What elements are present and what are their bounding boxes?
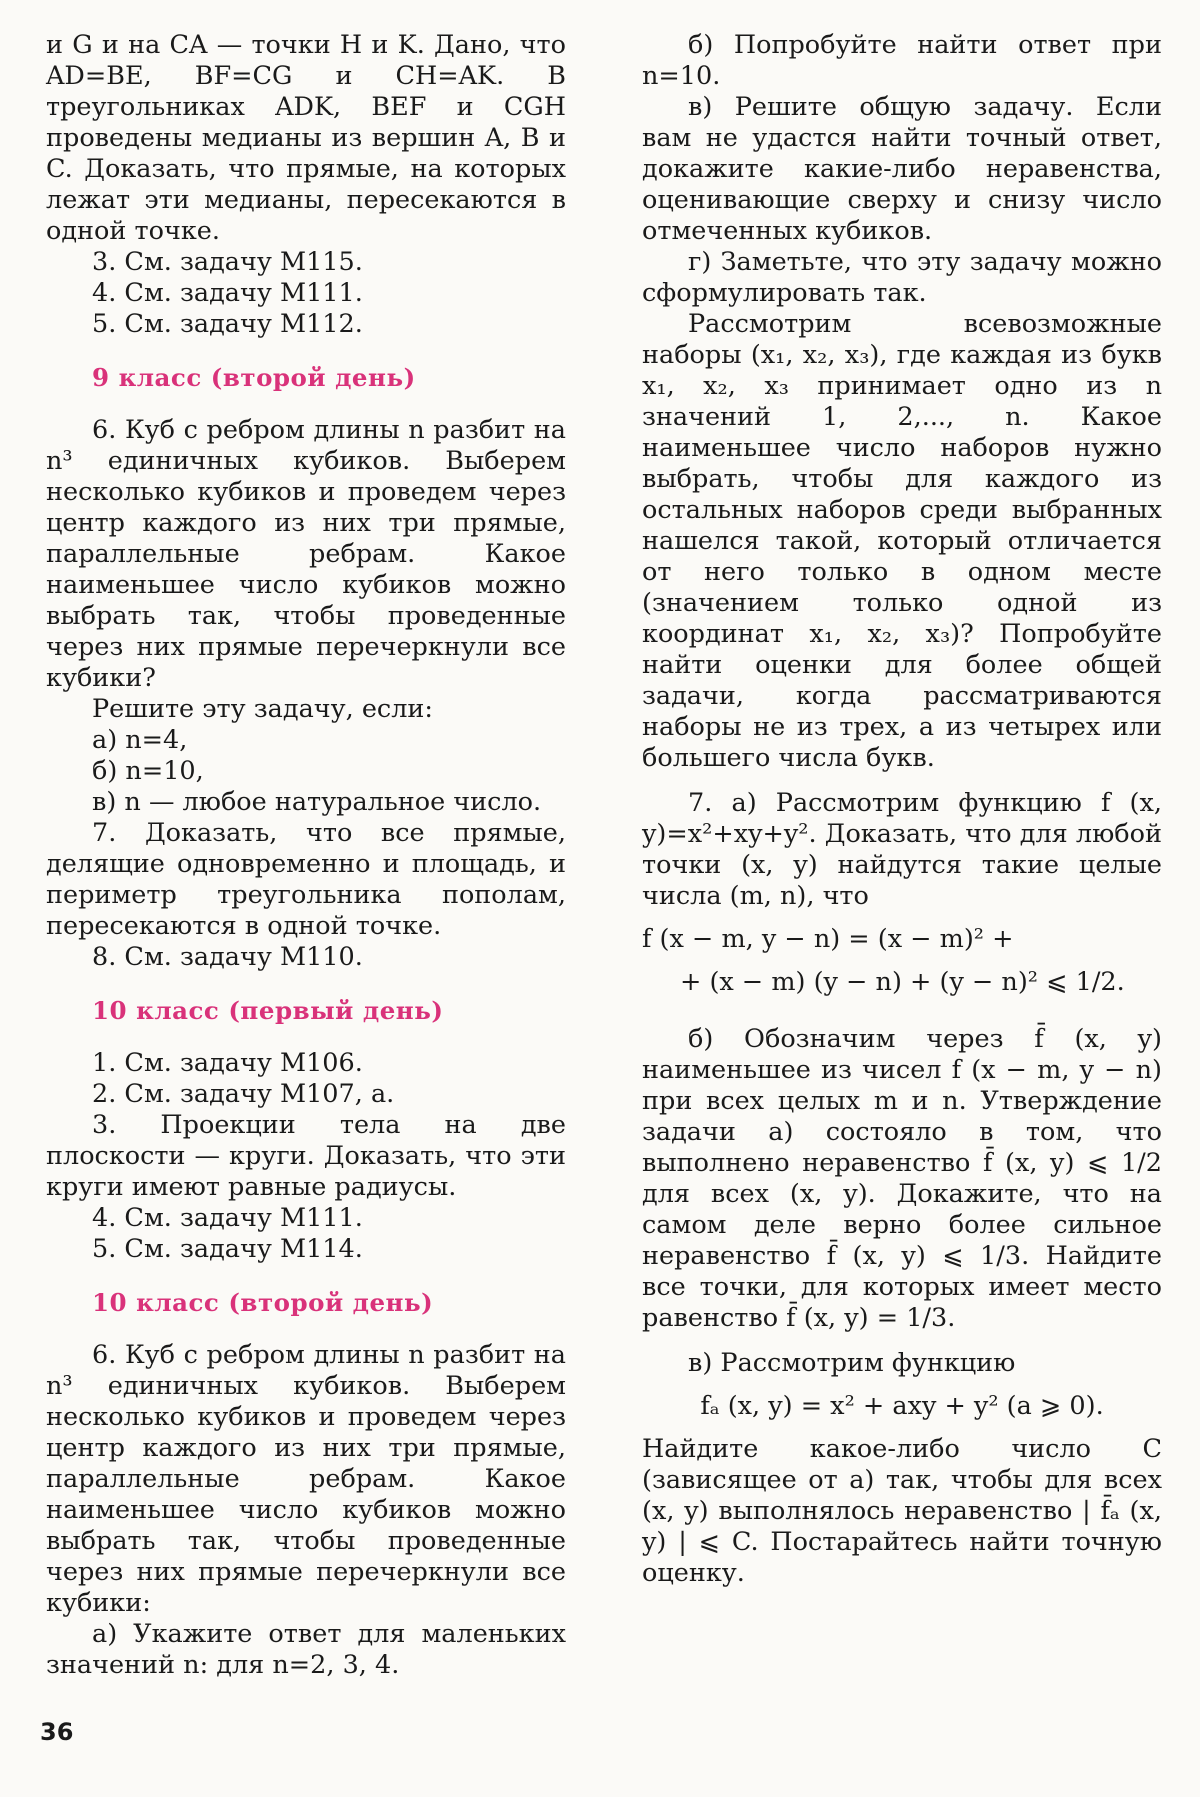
paragraph: г) Заметьте, что эту задачу можно сформулировать так. bbox=[642, 247, 1162, 308]
section-heading: 10 класс (первый день) bbox=[92, 996, 444, 1025]
page-number: 36 bbox=[40, 1718, 74, 1746]
formula: + (x − m) (y − n) + (y − n)² ⩽ 1/2. bbox=[680, 967, 1125, 997]
section-heading: 9 класс (второй день) bbox=[92, 363, 416, 392]
spacer bbox=[642, 1334, 1162, 1348]
paragraph: 3. См. задачу М115. bbox=[92, 247, 363, 277]
section-heading: 10 класс (второй день) bbox=[92, 1288, 434, 1317]
formula: f (x − m, y − n) = (x − m)² + bbox=[642, 924, 1014, 954]
paragraph: б) Попробуйте найти ответ при n=10. bbox=[642, 30, 1162, 91]
paragraph: 7. Доказать, что все прямые, делящие одновременно и площадь, и периметр треугольника пополам, пересекаются в одной точке. bbox=[46, 818, 566, 941]
paragraph: Решите эту задачу, если: bbox=[92, 694, 434, 724]
spacer bbox=[642, 1010, 1162, 1024]
paragraph: 5. См. задачу М112. bbox=[92, 309, 363, 339]
paragraph: 3. Проекции тела на две плоскости — круги. Доказать, что эти круги имеют равные радиусы. bbox=[46, 1110, 566, 1202]
paragraph: и G и на CA — точки H и K. Дано, что AD=BE, BF=CG и CH=AK. В треугольниках ADK, BEF и CGH проведены медианы из вершин A, B и C. Доказать, что прямые, на которых лежат эти медианы, пересекаются в одной точке. bbox=[46, 30, 566, 246]
paragraph: 4. См. задачу М111. bbox=[92, 278, 363, 308]
paragraph: Найдите какое-либо число C (зависящее от a) так, чтобы для всех (x, y) выполнялось неравенство | f̄ₐ (x, y) | ⩽ C. Постарайтесь найти точную оценку. bbox=[642, 1434, 1162, 1588]
paragraph: Рассмотрим всевозможные наборы (x₁, x₂, x₃), где каждая из букв x₁, x₂, x₃ принимает одно из n значений 1, 2,..., n. Какое наименьшее число наборов нужно выбрать, чтобы для каждого из остальных наборов среди выбранных нашелся такой, который отличается от него только в одном месте (значением только одной из координат x₁, x₂, x₃)? Попробуйте найти оценки для более общей задачи, когда рассматриваются наборы не из трех, а из четырех или большего числа букв. bbox=[642, 309, 1162, 773]
paragraph: в) n — любое натуральное число. bbox=[92, 787, 542, 817]
paragraph: 6. Куб с ребром длины n разбит на n³ единичных кубиков. Выберем несколько кубиков и проведем через центр каждого из них три прямые, параллельные ребрам. Какое наименьшее число кубиков можно выбрать так, чтобы проведенные через них прямые перечеркнули все кубики: bbox=[46, 1340, 566, 1618]
paragraph: 4. См. задачу М111. bbox=[92, 1203, 363, 1233]
left-column bbox=[46, 30, 566, 1681]
paragraph: 2. См. задачу М107, а. bbox=[92, 1079, 395, 1109]
paragraph: 6. Куб с ребром длины n разбит на n³ единичных кубиков. Выберем несколько кубиков и проведем через центр каждого из них три прямые, параллельные ребрам. Какое наименьшее число кубиков можно выбрать так, чтобы проведенные через них прямые перечеркнули все кубики? bbox=[46, 415, 566, 693]
paragraph: а) n=4, bbox=[92, 725, 188, 755]
paragraph: 5. См. задачу М114. bbox=[92, 1234, 363, 1264]
right-column bbox=[642, 30, 1162, 1589]
paragraph: 8. См. задачу М110. bbox=[92, 942, 363, 972]
spacer bbox=[642, 774, 1162, 788]
paragraph: а) Укажите ответ для маленьких значений n: для n=2, 3, 4. bbox=[46, 1619, 566, 1680]
paragraph: 7. а) Рассмотрим функцию f (x, y)=x²+xy+y². Доказать, что для любой точки (x, y) найдутся такие целые числа (m, n), что bbox=[642, 788, 1162, 911]
paragraph: б) Обозначим через f̄ (x, y) наименьшее из чисел f (x − m, y − n) при всех целых m и n. Утверждение задачи а) состояло в том, что выполнено неравенство f̄ (x, y) ⩽ 1/2 для всех (x, y). Докажите, что на самом деле верно более сильное неравенство f̄ (x, y) ⩽ 1/3. Найдите все точки, для которых имеет место равенство f̄ (x, y) = 1/3. bbox=[642, 1024, 1162, 1333]
formula: fₐ (x, y) = x² + axy + y² (a ⩾ 0). bbox=[700, 1391, 1104, 1421]
paragraph: 1. См. задачу М106. bbox=[92, 1048, 363, 1078]
paragraph: б) n=10, bbox=[92, 756, 204, 786]
paragraph: в) Рассмотрим функцию bbox=[688, 1348, 1016, 1378]
paragraph: в) Решите общую задачу. Если вам не удастся найти точный ответ, докажите какие-либо неравенства, оценивающие сверху и снизу число отмеченных кубиков. bbox=[642, 92, 1162, 246]
